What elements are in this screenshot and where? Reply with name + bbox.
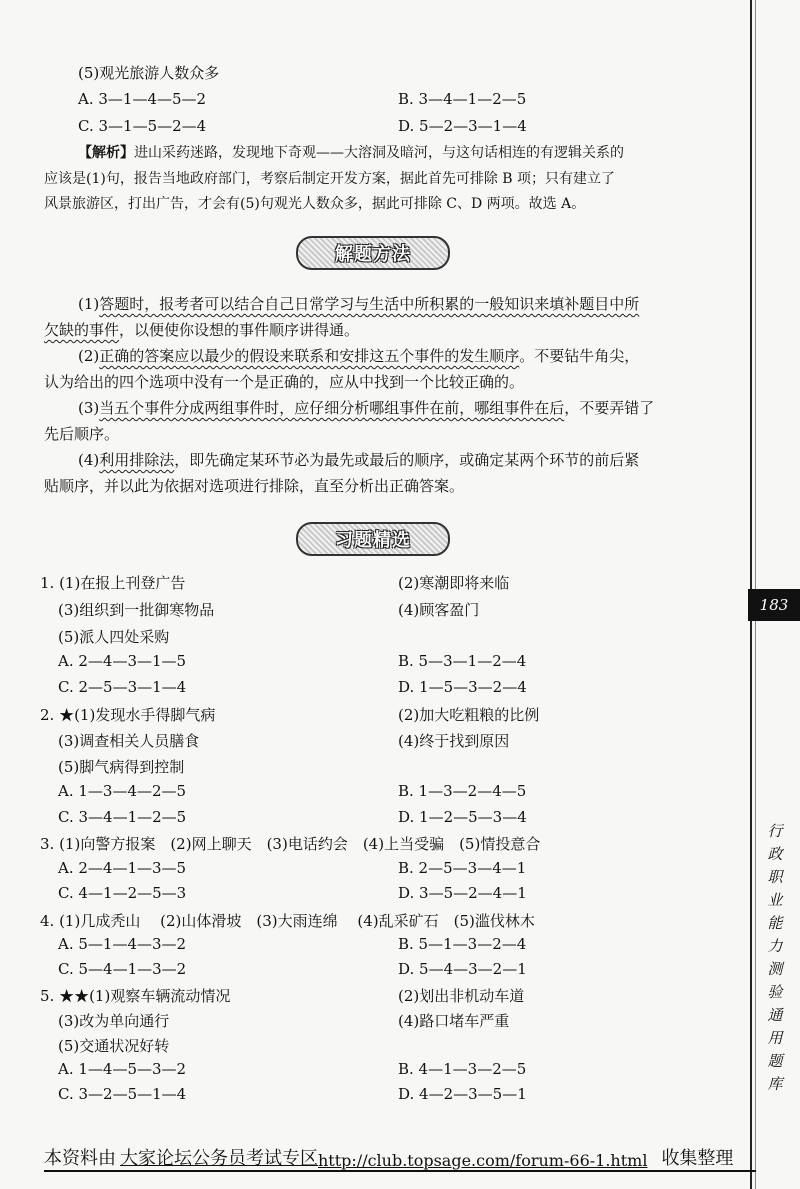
- prev-option-b: B. 3—4—1—2—5: [398, 90, 527, 108]
- q5-line-2a: (3)改为单向通行: [58, 1012, 170, 1030]
- method-p1-num: (1): [78, 295, 100, 313]
- q2-option-c: C. 3—4—1—2—5: [58, 808, 187, 826]
- method-p1-line-1: [78, 293, 639, 314]
- q5-line-3a: (5)交通状况好转: [58, 1037, 170, 1055]
- q4-option-d: D. 5—4—3—2—1: [398, 960, 527, 978]
- method-p2-line-1: [78, 345, 639, 366]
- analysis-line-1: [78, 142, 624, 162]
- footer-url[interactable]: http://club.topsage.com/forum-66-1.html: [318, 1151, 648, 1170]
- prev-option-a: A. 3—1—4—5—2: [78, 90, 207, 108]
- q1-option-b: B. 5—3—1—2—4: [398, 652, 527, 670]
- method-p4-line-2: 贴顺序，并以此为依据对选项进行排除，直至分析出正确答案。: [44, 477, 465, 495]
- q1-line-1a: 1. (1)在报上刊登广告: [40, 574, 186, 592]
- q2-option-d: D. 1—2—5—3—4: [398, 808, 527, 826]
- q3-line-1: 3. (1)向警方报案 (2)网上聊天 (3)电话约会 (4)上当受骗 (5)情投意合: [40, 835, 541, 853]
- q4-option-c: C. 5—4—1—3—2: [58, 960, 187, 978]
- q5-option-a: A. 1—4—5—3—2: [58, 1060, 187, 1078]
- q1-line-2b: (4)顾客盈门: [398, 601, 480, 619]
- footer-suffix: 收集整理: [661, 1148, 734, 1169]
- method-p3-line-2: 先后顺序。: [44, 425, 120, 443]
- q4-option-a: A. 5—1—4—3—2: [58, 935, 187, 953]
- method-p3-line-1: [78, 397, 654, 418]
- q1-line-2a: (3)组织到一批御寒物品: [58, 601, 215, 619]
- method-p2-b: 。不要钻牛角尖，: [519, 347, 640, 365]
- q4-line-1: 4. (1)几成秃山 (2)山体滑坡 (3)大雨连绵 (4)乱采矿石 (5)滥伐林木: [40, 912, 535, 930]
- q3-option-a: A. 2—4—1—3—5: [58, 859, 187, 877]
- analysis-line-2: 应该是(1)句，报告当地政府部门，考察后制定开发方案，据此首先可排除 B 项；只有建立了: [44, 171, 616, 187]
- method-p4-num: (4): [78, 451, 100, 469]
- q2-line-3a: (5)脚气病得到控制: [58, 758, 185, 776]
- q5-option-c: C. 3—2—5—1—4: [58, 1085, 187, 1103]
- q1-line-3a: (5)派人四处采购: [58, 628, 170, 646]
- method-p2-num: (2): [78, 347, 100, 365]
- q5-line-2b: (4)路口堵车严重: [398, 1012, 510, 1030]
- exercise-title: 习题精选: [335, 530, 411, 551]
- method-p1-c: ，以便使你设想的事件顺序讲得通。: [119, 321, 360, 339]
- q5-option-b: B. 4—1—3—2—5: [398, 1060, 527, 1078]
- q3-option-c: C. 4—1—2—5—3: [58, 884, 187, 902]
- footer-prefix: 本资料由: [44, 1148, 116, 1169]
- prev-option-d: D. 5—2—3—1—4: [398, 117, 527, 135]
- analysis-text-1: 进山采药迷路，发现地下奇观——大溶洞及暗河，与这句话相连的有逻辑关系的: [134, 145, 624, 161]
- q4-option-b: B. 5—1—3—2—4: [398, 935, 527, 953]
- method-title: 解题方法: [335, 244, 411, 265]
- method-p3-num: (3): [78, 399, 100, 417]
- book-title-vertical: 行政职业能力测验通用题库: [767, 822, 783, 1093]
- method-p1-a: 答题时，报考者可以结合自己日常学习与生活中所积累的一般知识来填补题目中所: [99, 295, 640, 313]
- method-p4-a: 利用排除法: [99, 451, 175, 469]
- analysis-line-3: 风景旅游区，打出广告，才会有(5)句观光人数众多，据此可排除 C、D 两项。故选 A。: [44, 196, 586, 212]
- q2-line-1a: 2. ★(1)发现水手得脚气病: [40, 706, 216, 724]
- method-p4-b: ，即先确定某环节必为最先或最后的顺序，或确定某两个环节的前后紧: [174, 451, 640, 469]
- q2-line-2a: (3)调查相关人员膳食: [58, 732, 200, 750]
- q2-option-b: B. 1—3—2—4—5: [398, 782, 527, 800]
- analysis-label: 【解析】: [78, 145, 134, 161]
- q5-line-1b: (2)划出非机动车道: [398, 987, 525, 1005]
- method-p1-b: 欠缺的事件: [44, 321, 120, 339]
- prev-item-5: (5)观光旅游人数众多: [78, 64, 220, 82]
- method-p3-a: 当五个事件分成两组事件时，应仔细分析哪组事件在前，哪组事件在后: [99, 399, 565, 417]
- method-p2-line-2: 认为给出的四个选项中没有一个是正确的，应从中找到一个比较正确的。: [44, 373, 525, 391]
- q1-option-a: A. 2—4—3—1—5: [58, 652, 187, 670]
- q3-option-d: D. 3—5—2—4—1: [398, 884, 527, 902]
- q2-line-1b: (2)加大吃粗粮的比例: [398, 706, 540, 724]
- q1-line-1b: (2)寒潮即将来临: [398, 574, 510, 592]
- q1-option-c: C. 2—5—3—1—4: [58, 678, 187, 696]
- method-p4-line-1: [78, 449, 639, 470]
- method-p1-line-2: [44, 319, 359, 340]
- footer-watermark: [44, 1146, 756, 1172]
- exercise-banner: [296, 522, 450, 556]
- prev-option-c: C. 3—1—5—2—4: [78, 117, 207, 135]
- q2-line-2b: (4)终于找到原因: [398, 732, 510, 750]
- method-banner: [296, 236, 450, 270]
- q5-line-1a: 5. ★★(1)观察车辆流动情况: [40, 987, 231, 1005]
- footer-forum: 大家论坛公务员考试专区: [120, 1148, 318, 1169]
- q3-option-b: B. 2—5—3—4—1: [398, 859, 527, 877]
- q2-option-a: A. 1—3—4—2—5: [58, 782, 187, 800]
- method-p2-a: 正确的答案应以最少的假设来联系和安排这五个事件的发生顺序: [99, 347, 520, 365]
- method-p3-b: ，不要弄错了: [564, 399, 655, 417]
- page-number: 183: [748, 589, 800, 621]
- q1-option-d: D. 1—5—3—2—4: [398, 678, 527, 696]
- q5-option-d: D. 4—2—3—5—1: [398, 1085, 527, 1103]
